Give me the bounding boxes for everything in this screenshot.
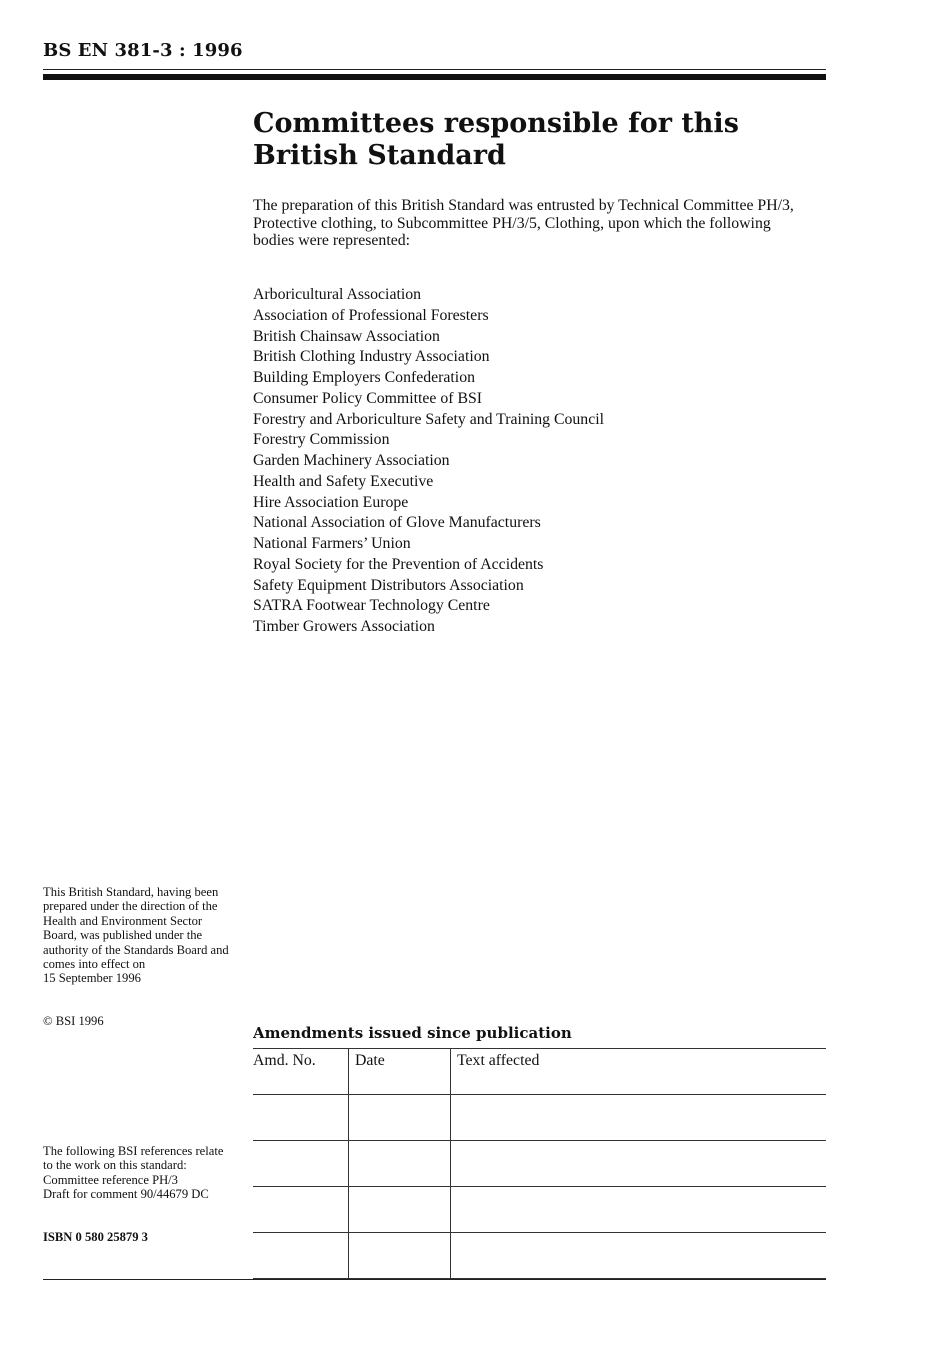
body-item: British Clothing Industry Association [253,348,490,366]
amendments-header-row [253,1049,826,1095]
column-header-text-affected: Text affected [451,1049,827,1095]
running-header: BS EN 381-3 : 1996 [43,40,243,61]
intro-paragraph: The preparation of this British Standard was entrusted by Technical Committee PH/3, Protective clothing, to Subcommittee PH/3/5, Clothing, upon which the following bodies were represented: [253,197,794,249]
body-item: SATRA Footwear Technology Centre [253,597,490,615]
amendments-title: Amendments issued since publication [253,1024,572,1042]
bsi-references-note [43,1144,233,1202]
text-affected-cell [451,1095,827,1141]
column-header-date: Date [349,1049,451,1095]
publication-note [43,885,233,986]
date-cell [349,1141,451,1187]
body-item: Forestry and Arboriculture Safety and Training Council [253,410,604,428]
table-row [253,1233,826,1279]
date-cell [349,1187,451,1233]
text-affected-cell [451,1233,827,1279]
header-thin-rule [43,69,826,70]
amd-no-cell [253,1187,349,1233]
copyright-notice: © BSI 1996 [43,1014,104,1028]
page-title-line-2: British Standard [253,140,506,171]
body-item: Hire Association Europe [253,493,409,511]
table-row [253,1187,826,1233]
body-item: Forestry Commission [253,431,390,449]
draft-reference: Draft for comment 90/44679 DC [43,1187,209,1202]
column-header-amd-no: Amd. No. [253,1049,349,1095]
amd-no-cell [253,1141,349,1187]
body-item: Association of Professional Foresters [253,306,489,324]
committee-reference: Committee reference PH/3 [43,1172,178,1187]
table-row [253,1095,826,1141]
page-title-line-1: Committees responsible for this [253,108,739,139]
effective-date: 15 September 1996 [43,971,141,986]
amd-no-cell [253,1095,349,1141]
page-title [253,108,813,172]
body-item: Building Employers Confederation [253,369,475,386]
date-cell [349,1095,451,1141]
body-item: Health and Safety Executive [253,472,434,490]
amd-no-cell [253,1233,349,1279]
body-item: British Chainsaw Association [253,327,440,345]
body-item: Timber Growers Association [253,618,435,635]
footer-rule [43,1279,826,1280]
text-affected-cell [451,1141,827,1187]
publication-note-text: This British Standard, having been prepared under the direction of the Health and Environment Sector Board, was published under the authority of the Standards Board and comes into effect on [43,885,229,972]
text-affected-cell [451,1187,827,1233]
body-item: National Farmers’ Union [253,535,411,552]
body-item: Consumer Policy Committee of BSI [253,389,483,407]
header-thick-rule [43,74,826,80]
isbn: ISBN 0 580 25879 3 [43,1230,148,1244]
body-item: Safety Equipment Distributors Association [253,576,524,594]
represented-bodies-list [253,285,604,638]
body-item: Arboricultural Association [253,286,422,303]
body-item: Royal Society for the Prevention of Accidents [253,555,544,573]
amendments-table [253,1048,826,1279]
table-row [253,1141,826,1187]
date-cell [349,1233,451,1279]
references-intro: The following BSI references relate to the work on this standard: [43,1144,224,1173]
body-item: National Association of Glove Manufacturers [253,514,541,532]
body-item: Garden Machinery Association [253,452,450,469]
